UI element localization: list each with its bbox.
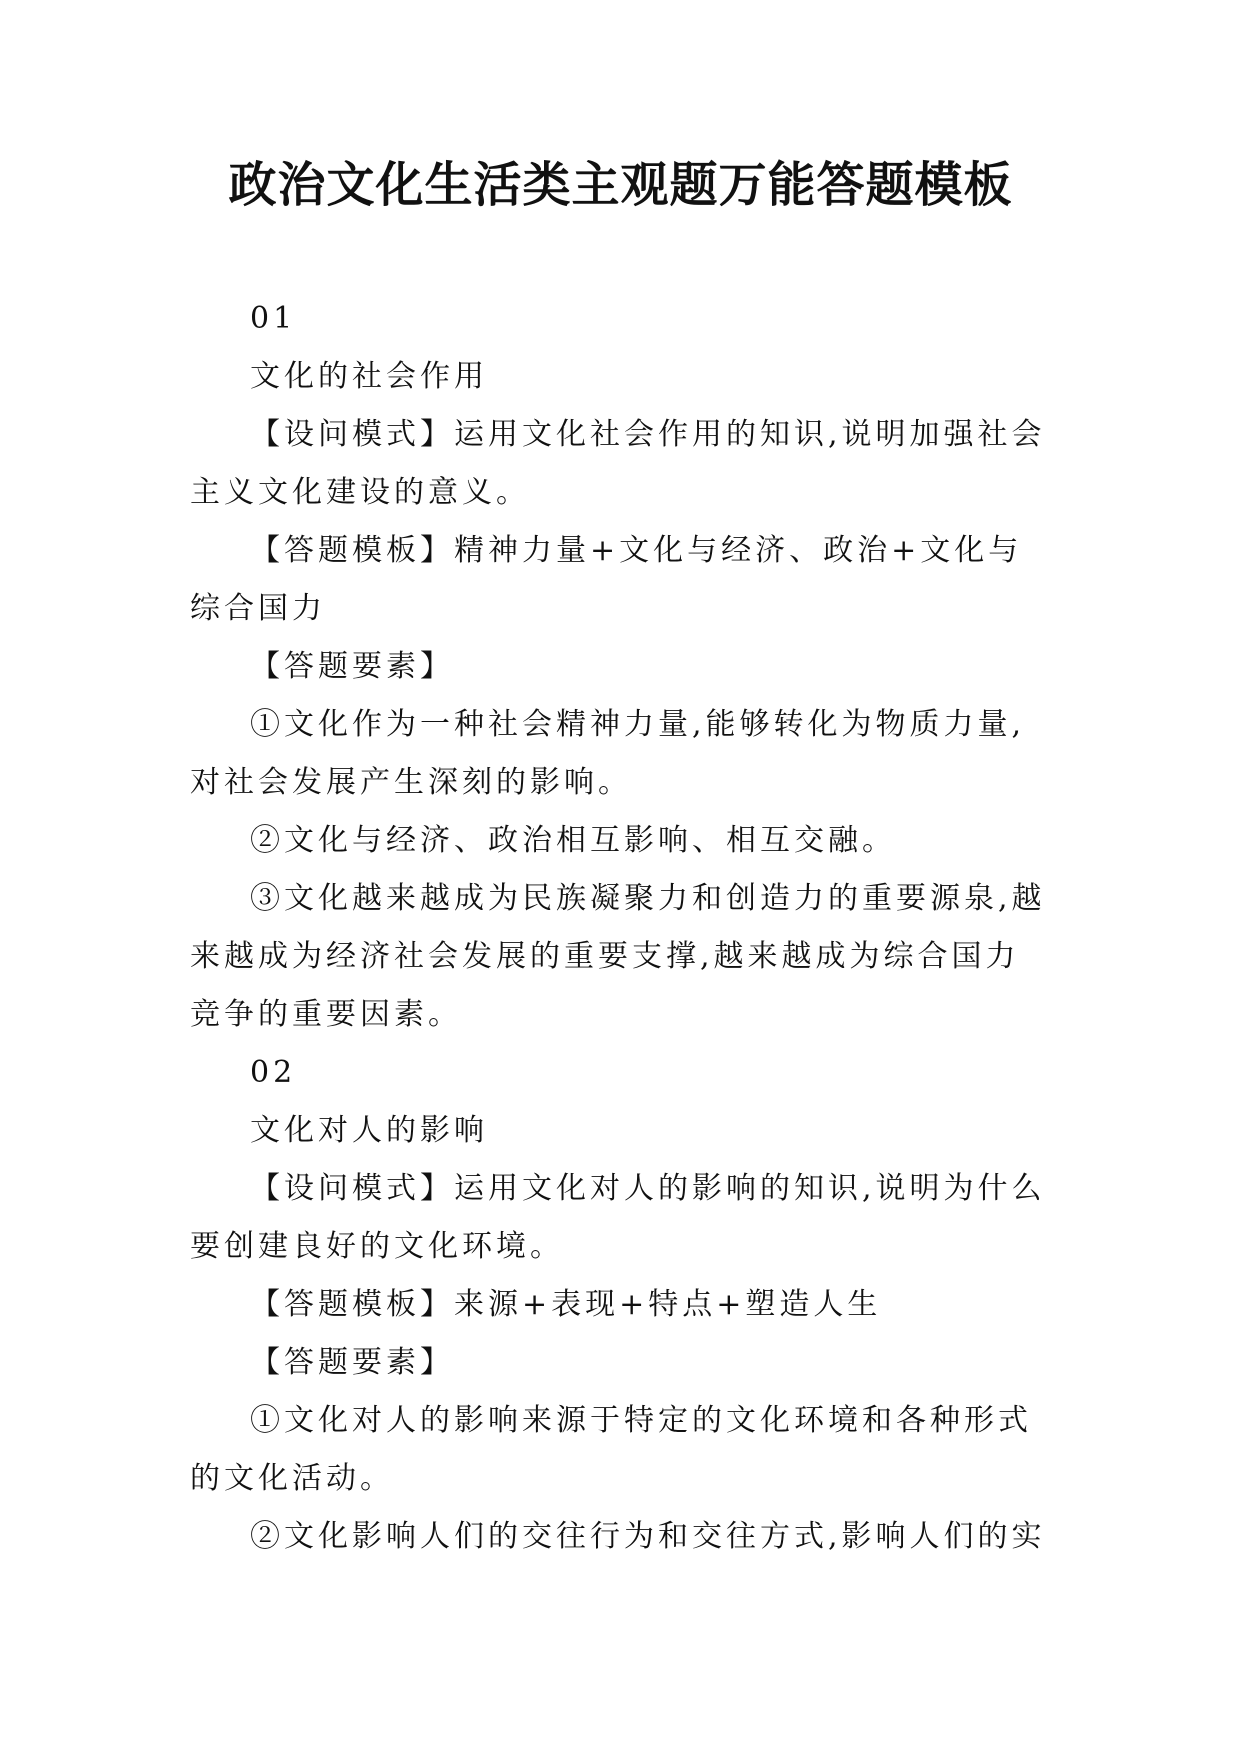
section-number: 02 <box>250 1055 297 1090</box>
answer-elements-heading: 【答题要素】 <box>250 1345 454 1380</box>
section-heading: 文化的社会作用 <box>250 359 488 394</box>
answer-point-paragraph: ①文化作为一种社会精神力量,能够转化为物质力量,对社会发展产生深刻的影响。 <box>190 707 1026 800</box>
question-pattern-paragraph: 【设问模式】运用文化社会作用的知识,说明加强社会主义文化建设的意义。 <box>190 417 1046 510</box>
question-pattern-paragraph: 【设问模式】运用文化对人的影响的知识,说明为什么要创建良好的文化环境。 <box>190 1171 1046 1264</box>
answer-template-paragraph: 【答题模板】精神力量+文化与经济、政治+文化与综合国力 <box>190 533 1023 626</box>
document-body <box>190 290 1050 1566</box>
answer-point-paragraph: ②文化影响人们的交往行为和交往方式,影响人们的实 <box>250 1519 1046 1554</box>
answer-point-paragraph: ②文化与经济、政治相互影响、相互交融。 <box>250 823 896 858</box>
section-heading: 文化对人的影响 <box>250 1113 488 1148</box>
answer-template-paragraph: 【答题模板】来源+表现+特点+塑造人生 <box>250 1287 882 1322</box>
answer-point-paragraph: ①文化对人的影响来源于特定的文化环境和各种形式的文化活动。 <box>190 1403 1032 1496</box>
answer-point-paragraph: ③文化越来越成为民族凝聚力和创造力的重要源泉,越来越成为经济社会发展的重要支撑,越来越成为综合国力竞争的重要因素。 <box>190 881 1046 1032</box>
answer-elements-heading: 【答题要素】 <box>250 649 454 684</box>
document-title: 政治文化生活类主观题万能答题模板 <box>228 157 1013 213</box>
section-number: 01 <box>250 301 297 336</box>
